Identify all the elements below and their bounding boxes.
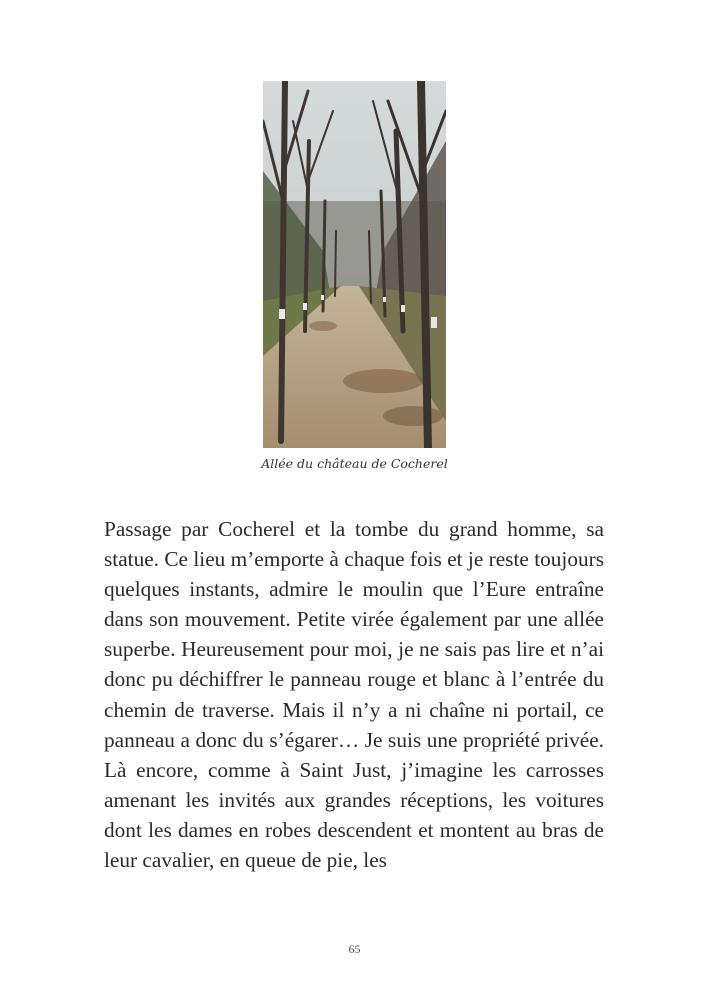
page-number: 65	[348, 942, 361, 956]
figure-caption: Allée du château de Cocherel	[261, 456, 448, 471]
body-paragraph: Passage par Cocherel et la tombe du grand homme, sa statue. Ce lieu m’emporte à chaque fois et je reste toujours quelques instants, admire le moulin que l’Eure entraîne dans son mouvement. Petite virée également par une allée superbe. Heureusement pour moi, je ne sais pas lire et n’ai donc pu déchiffrer le panneau rouge et blanc à l’entrée du chemin de traverse. Mais il n’y a ni chaîne ni portail, ce panneau a donc du s’égarer… Je suis une propriété privée. Là encore, comme à Saint Just, j’imagine les carrosses amenant les invités aux grandes réceptions, les voitures dont les dames en robes descendent et montent au bras de leur cavalier, en queue de pie, les	[104, 517, 604, 873]
tree-lined-alley-illustration	[263, 81, 446, 448]
alley-photo	[263, 81, 446, 448]
